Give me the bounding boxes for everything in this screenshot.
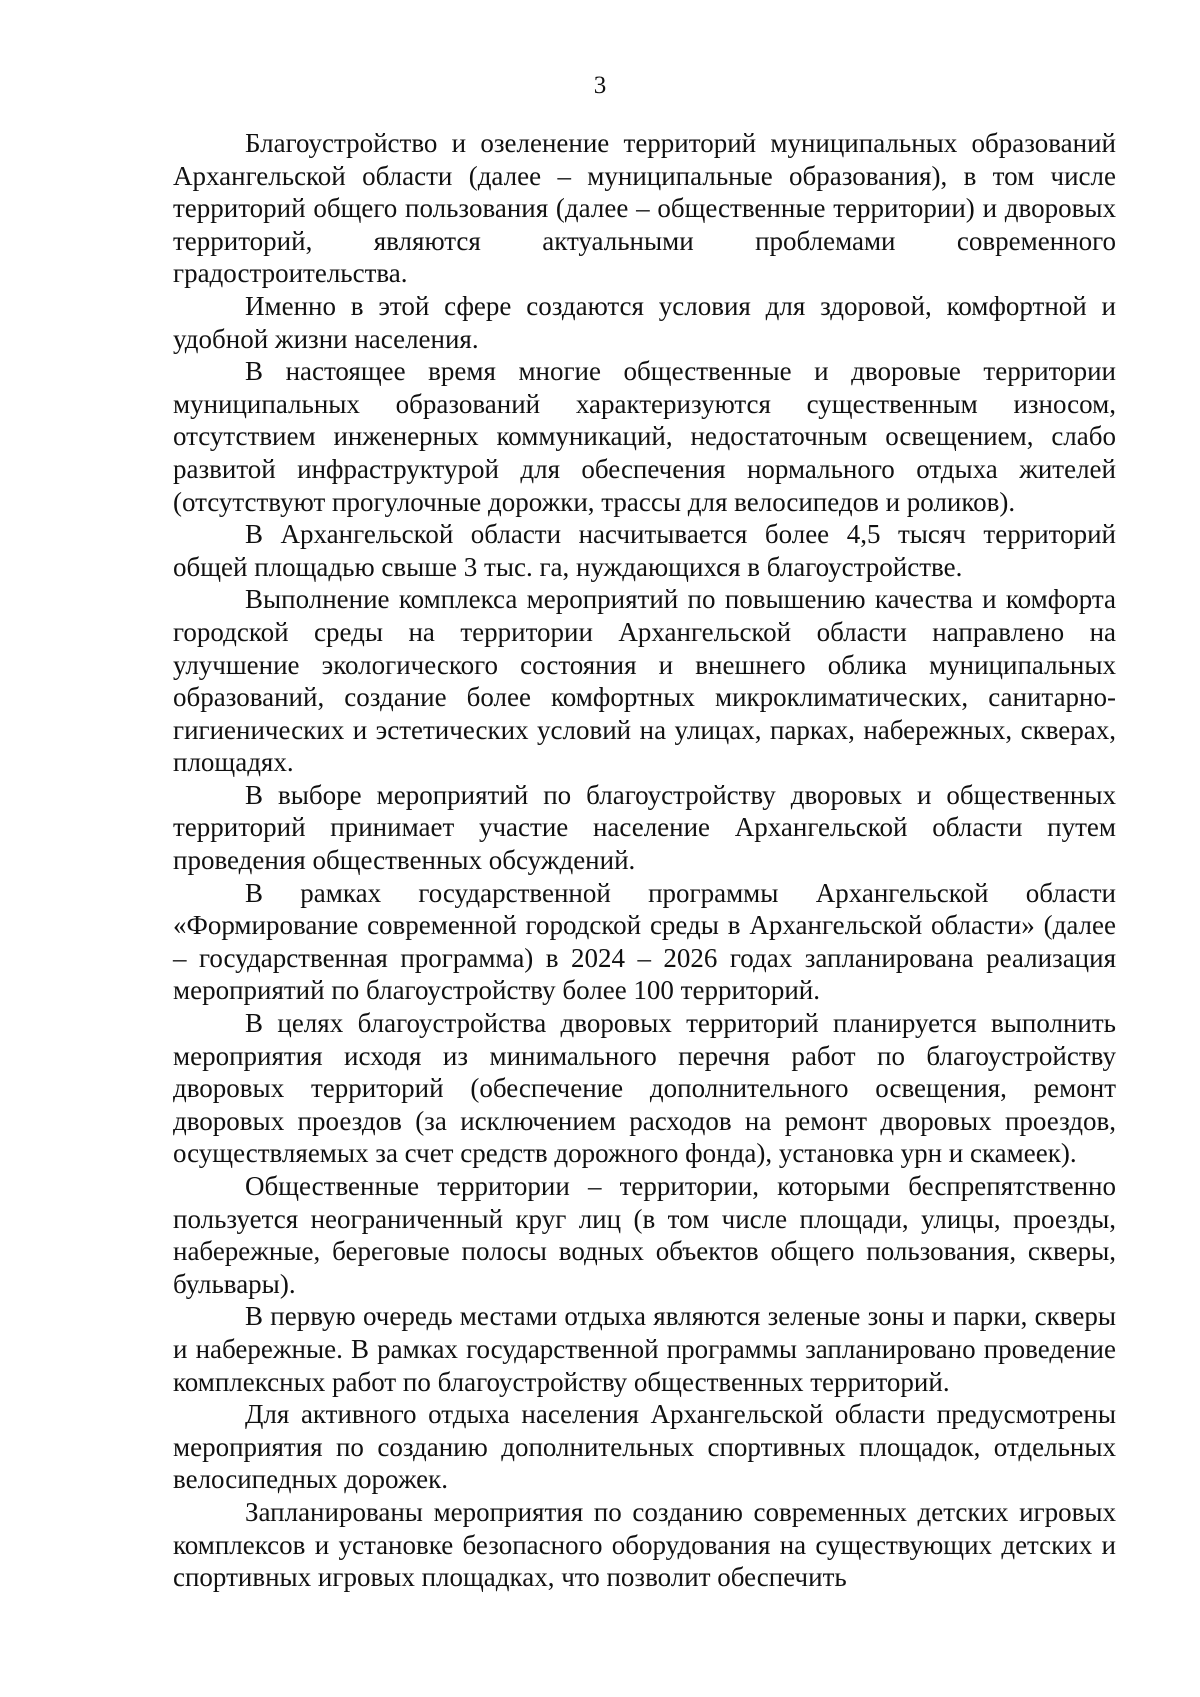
paragraph-landscaping-problems: Благоустройство и озеленение территорий муниципальных образований Архангельской области (далее – муниципальные образования), в том числе территорий общего пользования (далее – общественные территории) и дворовых территорий, являются актуальными проблемами современного градостроительства.	[173, 128, 1116, 289]
page-number: 3	[593, 72, 607, 99]
paragraph-living-conditions: Именно в этой сфере создаются условия для здоровой, комфортной и удобной жизни населения.	[173, 290, 1116, 354]
paragraph-courtyard-works: В целях благоустройства дворовых территорий планируется выполнить мероприятия исходя из минимального перечня работ по благоустройству дворовых территорий (обеспечение дополнительного освещения, ремонт дворовых проездов (за исключением расходов на ремонт дворовых проездов, осуществляемых за счет средств дорожного фонда), установка урн и скамеек).	[173, 1008, 1116, 1169]
paragraph-active-recreation: Для активного отдыха населения Архангельской области предусмотрены мероприятия по созданию дополнительных спортивных площадок, отдельных велосипедных дорожек.	[173, 1399, 1116, 1495]
paragraph-state-program: В рамках государственной программы Архангельской области «Формирование современной городской среды в Архангельской области» (далее – государственная программа) в 2024 – 2026 годах запланирована реализация мероприятий по благоустройству более 100 территорий.	[173, 877, 1116, 1006]
paragraph-public-territories-definition: Общественные территории – территории, которыми беспрепятственно пользуется неограниченный круг лиц (в том числе площади, улицы, проезды, набережные, береговые полосы водных объектов общего пользования, скверы, бульвары).	[173, 1171, 1116, 1299]
paragraph-recreation-areas: В первую очередь местами отдыха являются зеленые зоны и парки, скверы и набережные. В рамках государственной программы запланировано проведение комплексных работ по благоустройству общественных территорий.	[173, 1301, 1116, 1397]
paragraph-territory-condition: В настоящее время многие общественные и дворовые территории муниципальных образований характеризуются существенным износом, отсутствием инженерных коммуникаций, недостаточным освещением, слабо развитой инфраструктурой для обеспечения нормального отдыха жителей (отсутствуют прогулочные дорожки, трассы для велосипедов и роликов).	[173, 356, 1116, 517]
paragraph-public-discussions: В выборе мероприятий по благоустройству дворовых и общественных территорий принимает участие население Архангельской области путем проведения общественных обсуждений.	[173, 779, 1116, 876]
paragraph-playgrounds: Запланированы мероприятия по созданию современных детских игровых комплексов и установке безопасного оборудования на существующих детских и спортивных игровых площадках, что позволит обеспечить	[173, 1496, 1116, 1593]
document-body	[173, 127, 1116, 1594]
paragraph-territory-count: В Архангельской области насчитывается более 4,5 тысяч территорий общей площадью свыше 3 тыс. га, нуждающихся в благоустройстве.	[173, 519, 1116, 582]
paragraph-urban-environment: Выполнение комплекса мероприятий по повышению качества и комфорта городской среды на территории Архангельской области направлено на улучшение экологического состояния и внешнего облика муниципальных образований, создание более комфортных микроклиматических, санитарно-гигиенических и эстетических условий на улицах, парках, набережных, скверах, площадях.	[173, 584, 1116, 778]
